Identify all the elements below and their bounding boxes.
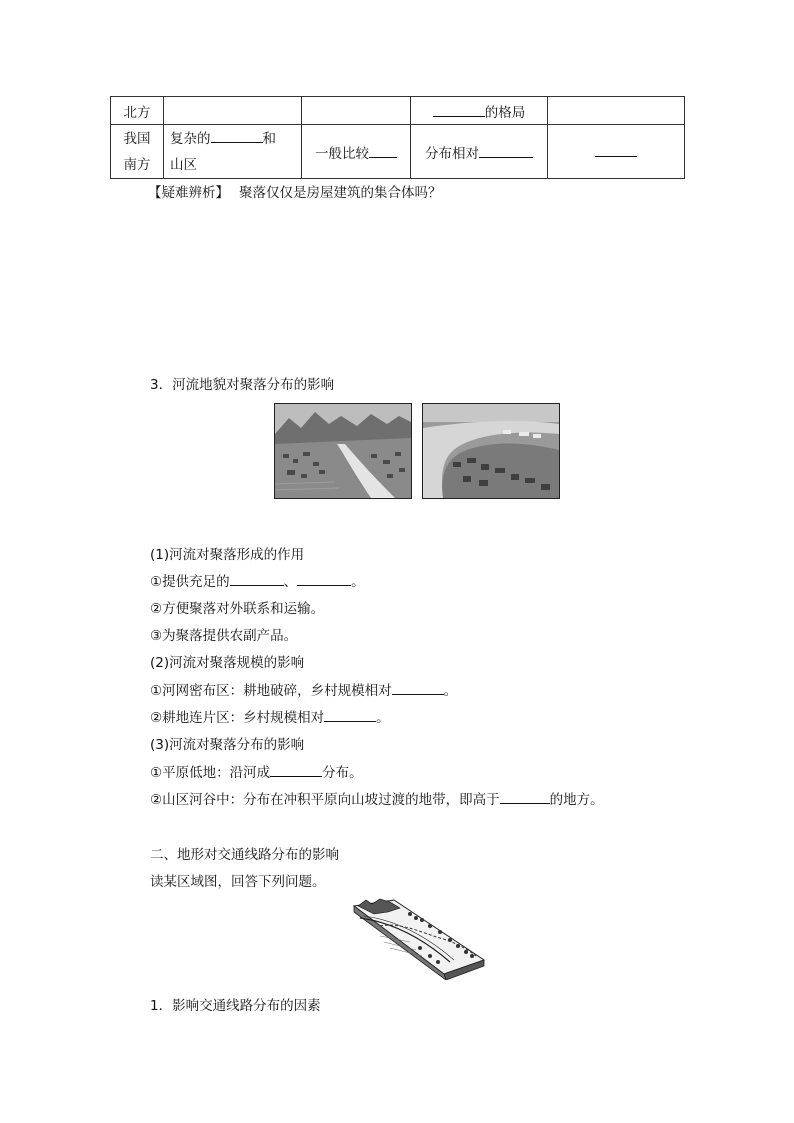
river-city-aerial-photo bbox=[422, 403, 560, 499]
sub-heading: (3)河流对聚落分布的影响 bbox=[150, 737, 305, 753]
row-label-south: 我国 南方 bbox=[111, 125, 164, 179]
section-heading: 3．河流地貌对聚落分布的影响 bbox=[150, 377, 335, 393]
fill-blank bbox=[369, 143, 397, 158]
doubt-label: 【疑难辨析】 bbox=[148, 185, 229, 201]
list-item: ①河网密布区：耕地破碎，乡村规模相对 。 bbox=[150, 679, 457, 699]
fill-blank bbox=[500, 790, 550, 805]
fill-blank bbox=[324, 708, 376, 723]
part-heading: 二、地形对交通线路分布的影响 bbox=[150, 847, 339, 863]
list-item: ③为聚落提供农副产品。 bbox=[150, 628, 298, 644]
doubt-analysis bbox=[148, 181, 442, 201]
list-item: ①提供充足的 、 。 bbox=[150, 570, 365, 590]
table-cell: 的格局 bbox=[411, 97, 548, 125]
table-cell: 复杂的 和 山区 bbox=[164, 125, 302, 179]
list-item: ②山区河谷中：分布在冲积平原向山坡过渡的地带，即高于 的地方。 bbox=[150, 788, 604, 808]
fill-blank bbox=[297, 572, 351, 587]
settlement-comparison-table bbox=[110, 96, 685, 179]
fill-blank bbox=[392, 681, 444, 696]
table-cell bbox=[548, 125, 685, 179]
fill-blank bbox=[230, 572, 284, 587]
list-item: ②方便聚落对外联系和运输。 bbox=[150, 601, 325, 617]
table-cell: 一般比较 bbox=[302, 125, 411, 179]
fill-blank bbox=[595, 142, 637, 157]
sub-heading: (1)河流对聚落形成的作用 bbox=[150, 547, 305, 563]
table-cell bbox=[302, 97, 411, 125]
fill-blank bbox=[479, 143, 533, 158]
table-cell: 分布相对 bbox=[411, 125, 548, 179]
fill-blank bbox=[270, 763, 322, 778]
row-label-north: 北方 bbox=[111, 97, 164, 125]
table-row bbox=[111, 125, 685, 179]
table-row bbox=[111, 97, 685, 125]
terrain-block-diagram bbox=[350, 896, 486, 980]
table-cell bbox=[548, 97, 685, 125]
river-valley-settlement-photo bbox=[274, 403, 412, 499]
table-cell bbox=[164, 97, 302, 125]
fill-blank bbox=[211, 128, 263, 143]
sub-heading: (2)河流对聚落规模的影响 bbox=[150, 655, 305, 671]
instruction: 读某区域图，回答下列问题。 bbox=[150, 874, 326, 890]
question: 1．影响交通线路分布的因素 bbox=[150, 998, 321, 1014]
list-item: ①平原低地：沿河成 分布。 bbox=[150, 761, 363, 781]
fill-blank bbox=[433, 102, 485, 117]
doubt-question: 聚落仅仅是房屋建筑的集合体吗？ bbox=[239, 185, 442, 201]
list-item: ②耕地连片区：乡村规模相对 。 bbox=[150, 706, 390, 726]
